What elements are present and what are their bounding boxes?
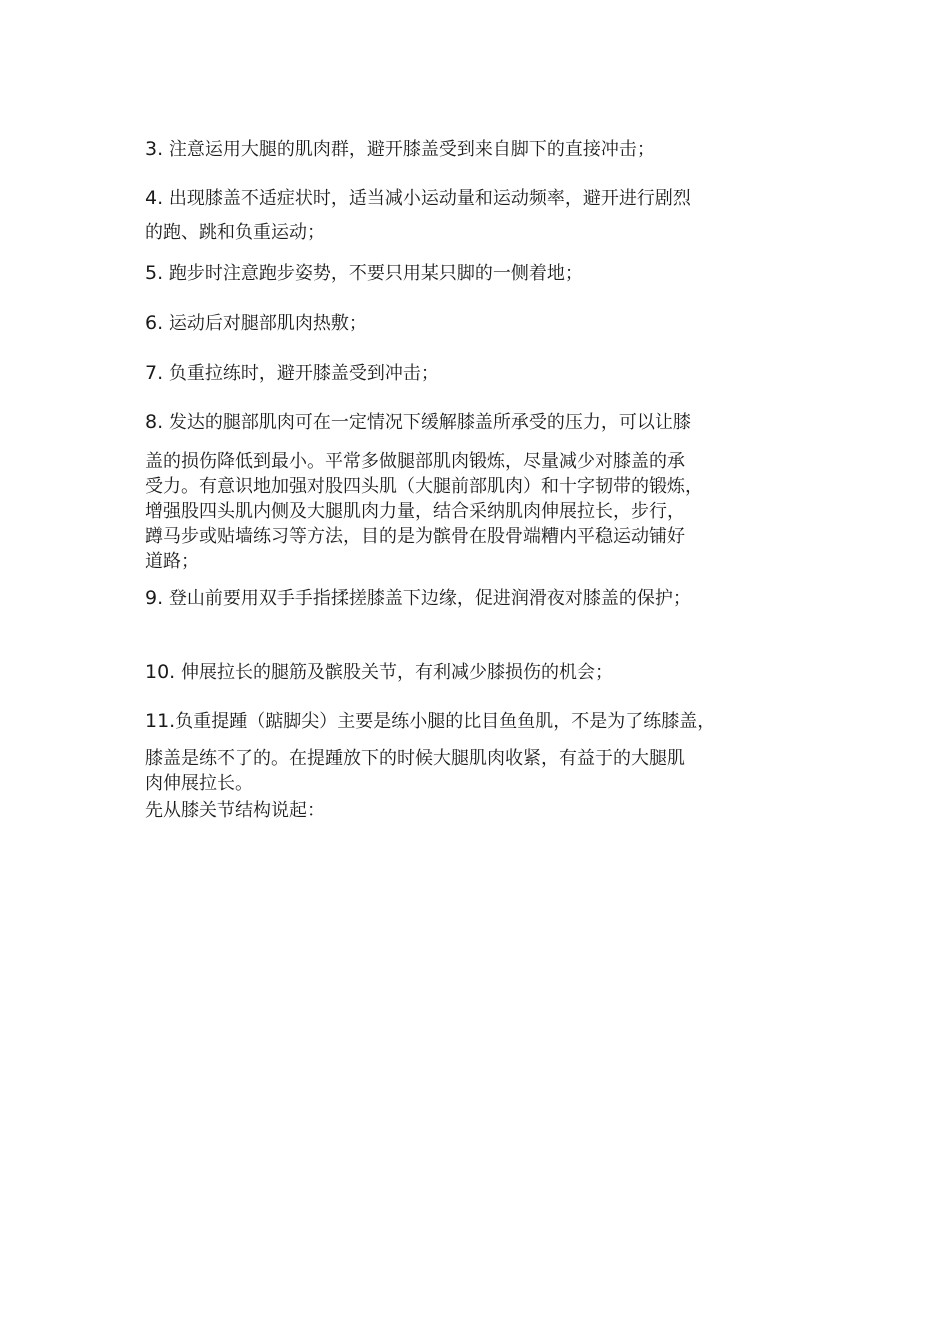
item-5-line-1: 5. 跑步时注意跑步姿势，不要只用某只脚的一侧着地； <box>145 262 583 284</box>
item-3-line-1: 3. 注意运用大腿的肌肉群，避开膝盖受到来自脚下的直接冲击； <box>145 138 655 160</box>
list-item-4 <box>145 186 835 245</box>
item-11-number: 11. <box>145 710 176 732</box>
item-6-line-1: 6. 运动后对腿部肌肉热敷； <box>145 312 367 334</box>
item-4-number: 4. <box>145 187 164 209</box>
item-7-line-1: 7. 负重拉练时，避开膝盖受到冲击； <box>145 362 439 384</box>
list-item-9 <box>145 586 835 611</box>
item-7-number: 7. <box>145 362 164 384</box>
item-4-line-2: 的跑、跳和负重运动； <box>145 222 325 243</box>
item-8-line-1: 8. 发达的腿部肌肉可在一定情况下缓解膝盖所承受的压力，可以让膝 <box>145 411 691 433</box>
list-item-8 <box>145 410 835 574</box>
closing-line: 先从膝关节结构说起： <box>145 800 325 821</box>
item-8-line-4: 增强股四头肌内侧及大腿肌肉力量，结合采纳肌肉伸展拉长，步行， <box>145 501 685 522</box>
item-5-number: 5. <box>145 262 164 284</box>
item-11-line-3: 肉伸展拉长。 <box>145 773 253 794</box>
list-item-11 <box>145 709 835 796</box>
item-8-number: 8. <box>145 411 164 433</box>
list-item-6 <box>145 311 835 336</box>
list-item-10 <box>145 660 835 685</box>
item-9-line-1: 9. 登山前要用双手手指揉搓膝盖下边缘，促进润滑夜对膝盖的保护； <box>145 587 691 609</box>
list-item-7 <box>145 361 835 386</box>
item-3-number: 3. <box>145 138 164 160</box>
item-8-line-2: 盖的损伤降低到最小。平常多做腿部肌肉锻炼，尽量减少对膝盖的承 <box>145 451 685 472</box>
item-8-line-3: 受力。有意识地加强对股四头肌（大腿前部肌肉）和十字韧带的锻炼， <box>145 476 703 497</box>
item-10-number: 10. <box>145 661 176 683</box>
list-item-3 <box>145 137 835 162</box>
item-10-line-1: 10. 伸展拉长的腿筋及髌股关节，有利减少膝损伤的机会； <box>145 661 613 683</box>
item-11-line-1: 11.负重提踵（踮脚尖）主要是练小腿的比目鱼鱼肌，不是为了练膝盖， <box>145 710 716 732</box>
list-item-5 <box>145 261 835 286</box>
item-11-line-2: 膝盖是练不了的。在提踵放下的时候大腿肌肉收紧，有益于的大腿肌 <box>145 748 685 769</box>
item-4-line-1: 4. 出现膝盖不适症状时，适当减小运动量和运动频率，避开进行剧烈 <box>145 187 691 209</box>
item-9-number: 9. <box>145 587 164 609</box>
item-8-line-5: 蹲马步或贴墙练习等方法，目的是为髌骨在股骨端糟内平稳运动铺好 <box>145 526 685 547</box>
item-8-line-6: 道路； <box>145 551 199 572</box>
item-6-number: 6. <box>145 312 164 334</box>
